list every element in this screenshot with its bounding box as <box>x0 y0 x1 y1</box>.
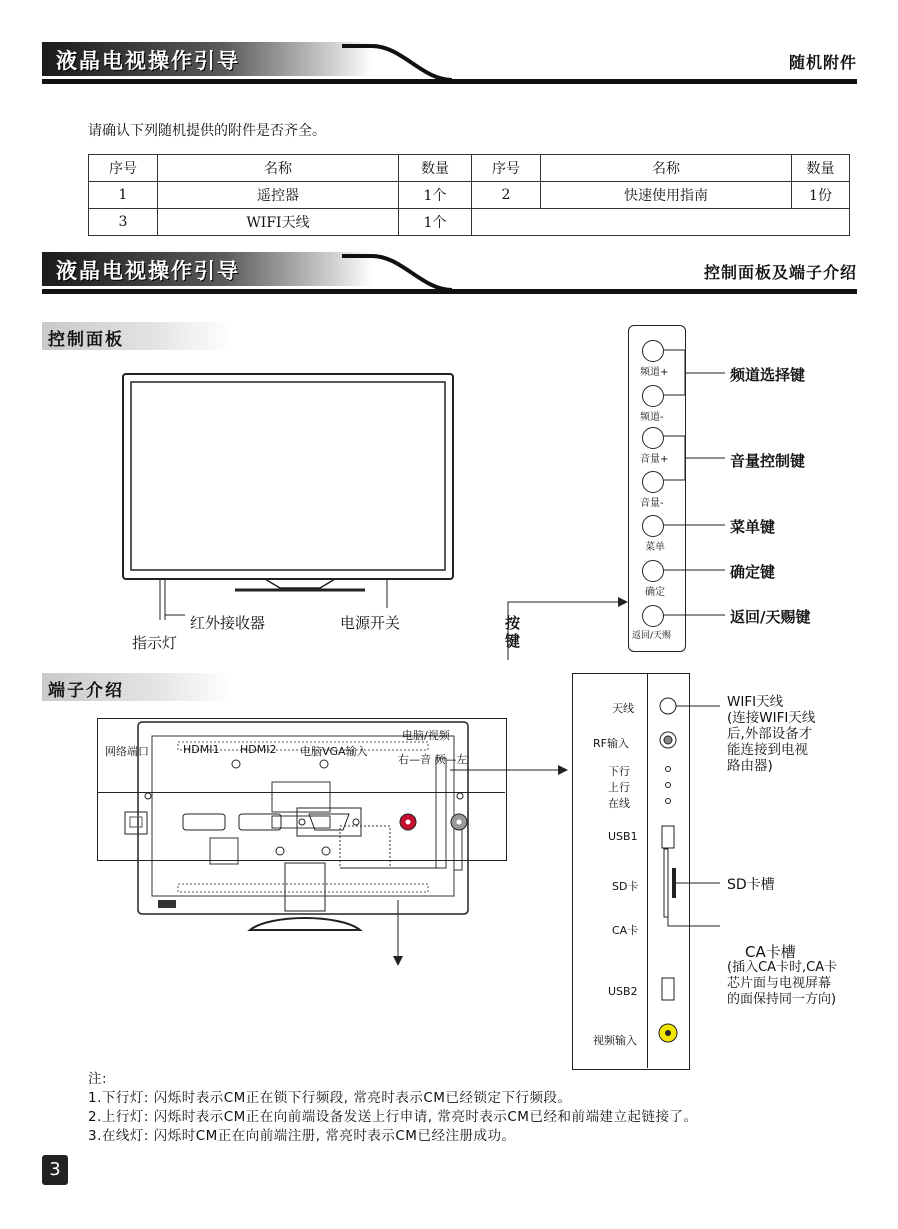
button-label: 频道- <box>640 412 664 423</box>
table-row <box>89 182 850 209</box>
indicator-label: 指示灯 <box>132 634 178 652</box>
side-label-rf: RF输入 <box>593 737 629 750</box>
table-cell: 快速使用指南 <box>541 182 792 209</box>
panel-connectors <box>500 330 730 660</box>
callout-volume: 音量控制键 <box>730 452 806 470</box>
control-panel-heading: 控制面板 <box>42 322 232 350</box>
callout-channel: 频道选择键 <box>730 366 806 384</box>
note-line: 3.在线灯: 闪烁时CM正在向前端注册, 常亮时表示CM已经注册成功。 <box>88 1128 516 1144</box>
header-swoosh <box>342 42 482 84</box>
table-header-cell: 序号 <box>89 155 158 182</box>
audio-label-top: 电脑/视频 <box>402 729 450 742</box>
table-header-cell: 数量 <box>792 155 850 182</box>
table-cell: 1 <box>89 182 158 209</box>
header-section-label: 随机附件 <box>788 53 857 72</box>
port-label-network: 网络端口 <box>105 745 149 758</box>
side-label-usb1: USB1 <box>608 830 638 843</box>
table-header-cell: 名称 <box>541 155 792 182</box>
button-label: 音量+ <box>640 454 669 465</box>
tv-front-illustration <box>115 370 465 630</box>
table-empty-cell <box>472 209 850 236</box>
section-header-accessories <box>42 42 857 84</box>
power-switch-label: 电源开关 <box>340 614 401 632</box>
side-label-usb2: USB2 <box>608 985 638 998</box>
keys-label-1: 按 <box>505 614 521 632</box>
callout-menu: 菜单键 <box>730 518 776 536</box>
ca-note: CA卡槽 (插入CA卡时,CA卡 芯片面与电视屏幕 的面保持同一方向) <box>727 943 838 1007</box>
button-label: 确定 <box>645 587 665 598</box>
side-label-antenna: 天线 <box>612 702 634 715</box>
side-ports-drawing <box>650 690 720 1060</box>
table-cell: 3 <box>89 209 158 236</box>
note-line: 2.上行灯: 闪烁时表示CM正在向前端设备发送上行申请, 常亮时表示CM已经和前端建立起链接了。 <box>88 1109 698 1125</box>
table-cell: 1个 <box>399 182 472 209</box>
port-label-hdmi1: HDMI1 <box>183 743 220 756</box>
header-title: 液晶电视操作引导 <box>56 49 240 73</box>
sd-note: SD卡槽 <box>727 877 775 893</box>
wifi-note: WIFI天线 (连接WIFI天线 后,外部设备才 能连接到电视 路由器) <box>727 694 816 774</box>
ir-receiver-label: 红外接收器 <box>190 614 266 632</box>
button-label: 返回/天赐 <box>632 631 672 641</box>
header-title: 液晶电视操作引导 <box>56 259 240 283</box>
table-header-row <box>89 155 850 182</box>
table-cell: WIFI天线 <box>158 209 399 236</box>
terminals-heading: 端子介绍 <box>42 673 232 701</box>
bottom-ports-drawing <box>105 800 485 850</box>
side-label-downstream: 下行 <box>608 765 630 778</box>
audio-label-bottom: 右—音 频—左 <box>398 753 468 766</box>
side-label-ca: CA卡 <box>612 924 639 937</box>
table-header-cell: 名称 <box>158 155 399 182</box>
note-line: 1.下行灯: 闪烁时表示CM正在锁下行频段, 常亮时表示CM已经锁定下行频段。 <box>88 1090 572 1106</box>
button-label: 菜单 <box>645 542 665 553</box>
page-number: 3 <box>42 1155 68 1185</box>
intro-text: 请确认下列随机提供的附件是否齐全。 <box>88 123 326 139</box>
section-header-panel <box>42 252 857 294</box>
table-header-cell: 序号 <box>472 155 541 182</box>
side-label-upstream: 上行 <box>608 781 630 794</box>
table-cell: 2 <box>472 182 541 209</box>
callout-back: 返回/天赐键 <box>730 608 811 626</box>
accessories-table <box>88 154 850 236</box>
button-label: 音量- <box>640 498 664 509</box>
side-label-online: 在线 <box>608 797 630 810</box>
port-label-vga: 电脑VGA输入 <box>300 745 368 758</box>
side-label-sd: SD卡 <box>612 880 639 893</box>
keys-label-2: 键 <box>505 632 521 650</box>
port-label-hdmi2: HDMI2 <box>240 743 277 756</box>
notes-section <box>88 1070 697 1146</box>
table-header-cell: 数量 <box>399 155 472 182</box>
table-cell: 遥控器 <box>158 182 399 209</box>
callout-ok: 确定键 <box>730 563 776 581</box>
notes-title: 注: <box>88 1071 108 1087</box>
table-cell: 1份 <box>792 182 850 209</box>
side-label-video: 视频输入 <box>593 1034 637 1047</box>
button-label: 频道+ <box>640 367 669 378</box>
table-cell: 1个 <box>399 209 472 236</box>
header-swoosh <box>342 252 482 294</box>
header-section-label: 控制面板及端子介绍 <box>703 263 857 282</box>
table-row <box>89 209 850 236</box>
